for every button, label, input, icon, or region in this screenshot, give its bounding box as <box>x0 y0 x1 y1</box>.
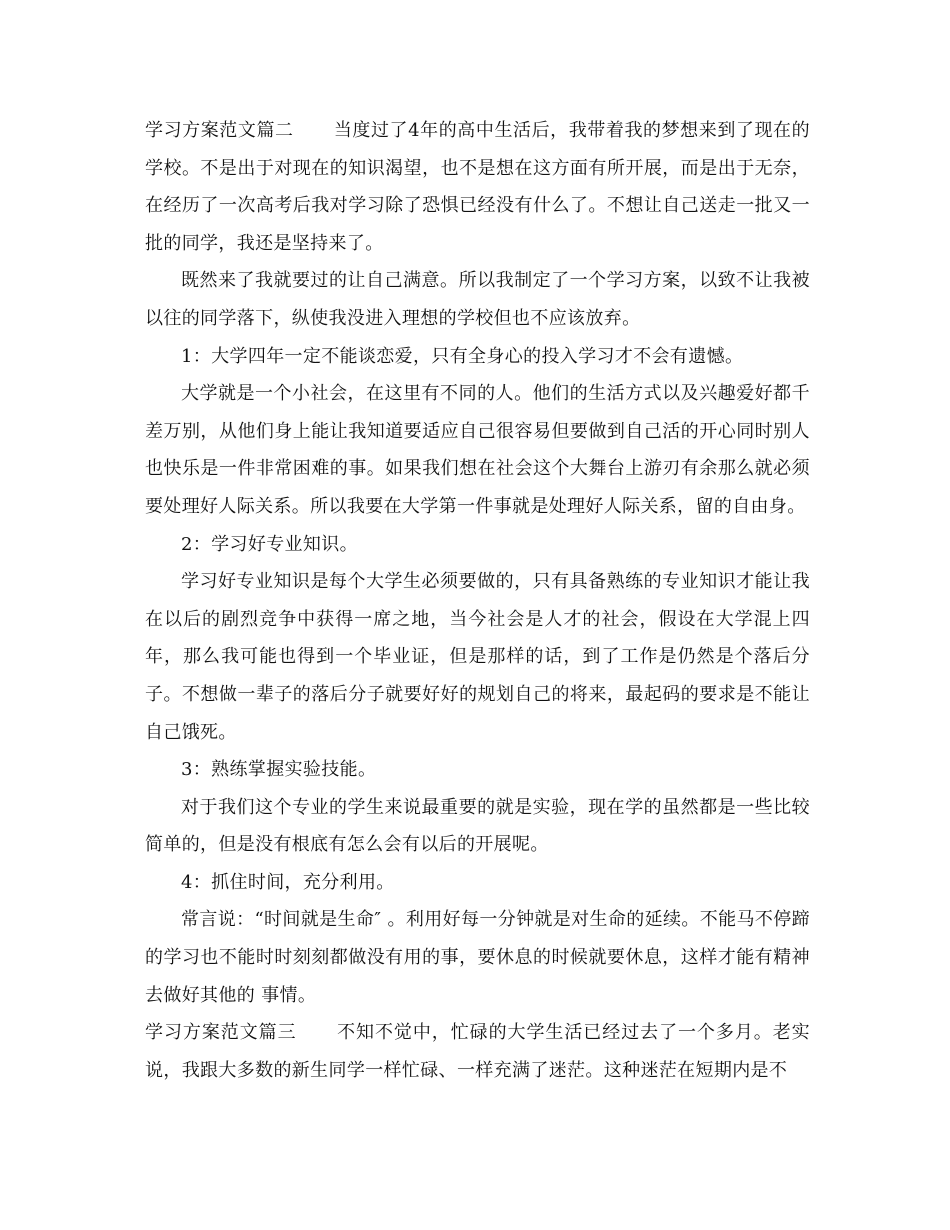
list-item-heading-3: 3：熟练掌握实验技能。 <box>181 759 377 781</box>
list-item-heading-2: 2：学习好专业知识。 <box>181 533 358 555</box>
list-item-heading-4: 4：抓住时间，充分利用。 <box>181 871 395 893</box>
section-2-first-text: 当度过了4年的高中生活后，我带着我的梦想来到了现在的学校。不是出于对现在的知识渴望，也不是想在这方面有所开展，而是出于无奈，在经历了一次高考后我对学习除了恐惧已经没有什么了。不想让自己送走一批又一批的同学，我还是坚持来了。 <box>145 120 810 254</box>
section-2-heading: 学习方案范文篇二 <box>145 120 294 141</box>
paragraph: 大学就是一个小社会，在这里有不同的人。他们的生活方式以及兴趣爱好都千差万别，从他们身上能让我知道要适应自己很容易但要做到自己活的开心同时别人也快乐是一件非常困难的事。如果我们想在社会这个大舞台上游刃有余那么就必须要处理好人际关系。所以我要在大学第一件事就是处理好人际关系，留的自由身。 <box>145 383 810 517</box>
section-3-first-text: 不知不觉中，忙碌的大学生活已经过去了一个多月。老实说，我跟大多数的新生同学一样忙碌、一样充满了迷茫。这种迷茫在短期内是不 <box>145 1022 810 1081</box>
paragraph: 学习好专业知识是每个大学生必须要做的，只有具备熟练的专业知识才能让我在以后的剧烈竞争中获得一席之地，当今社会是人才的社会，假设在大学混上四年，那么我可能也得到一个毕业证，但是那样的话，到了工作是仍然是个落后分子。不想做一辈子的落后分子就要好好的规划自己的将来，最起码的要求是不能让自己饿死。 <box>145 571 810 743</box>
paragraph: 既然来了我就要过的让自己满意。所以我制定了一个学习方案，以致不让我被以往的同学落下，纵使我没进入理想的学校但也不应该放弃。 <box>145 270 810 329</box>
section-2-opening-paragraph <box>145 112 810 262</box>
document-body <box>145 112 810 1089</box>
paragraph: 常言说：“时间就是生命″ 。利用好每一分钟就是对生命的延续。不能马不停蹄的学习也不能时时刻刻都做没有用的事，要休息的时候就要休息，这样才能有精神去做好其他的 事情。 <box>145 909 810 1006</box>
list-item-heading-1: 1：大学四年一定不能谈恋爱，只有全身心的投入学习才不会有遗憾。 <box>181 345 744 367</box>
section-3-opening-paragraph <box>145 1014 810 1089</box>
paragraph: 对于我们这个专业的学生来说最重要的就是实验，现在学的虽然都是一些比较简单的，但是没有根底有怎么会有以后的开展呢。 <box>145 796 810 856</box>
section-3-heading: 学习方案范文篇三 <box>145 1022 297 1044</box>
